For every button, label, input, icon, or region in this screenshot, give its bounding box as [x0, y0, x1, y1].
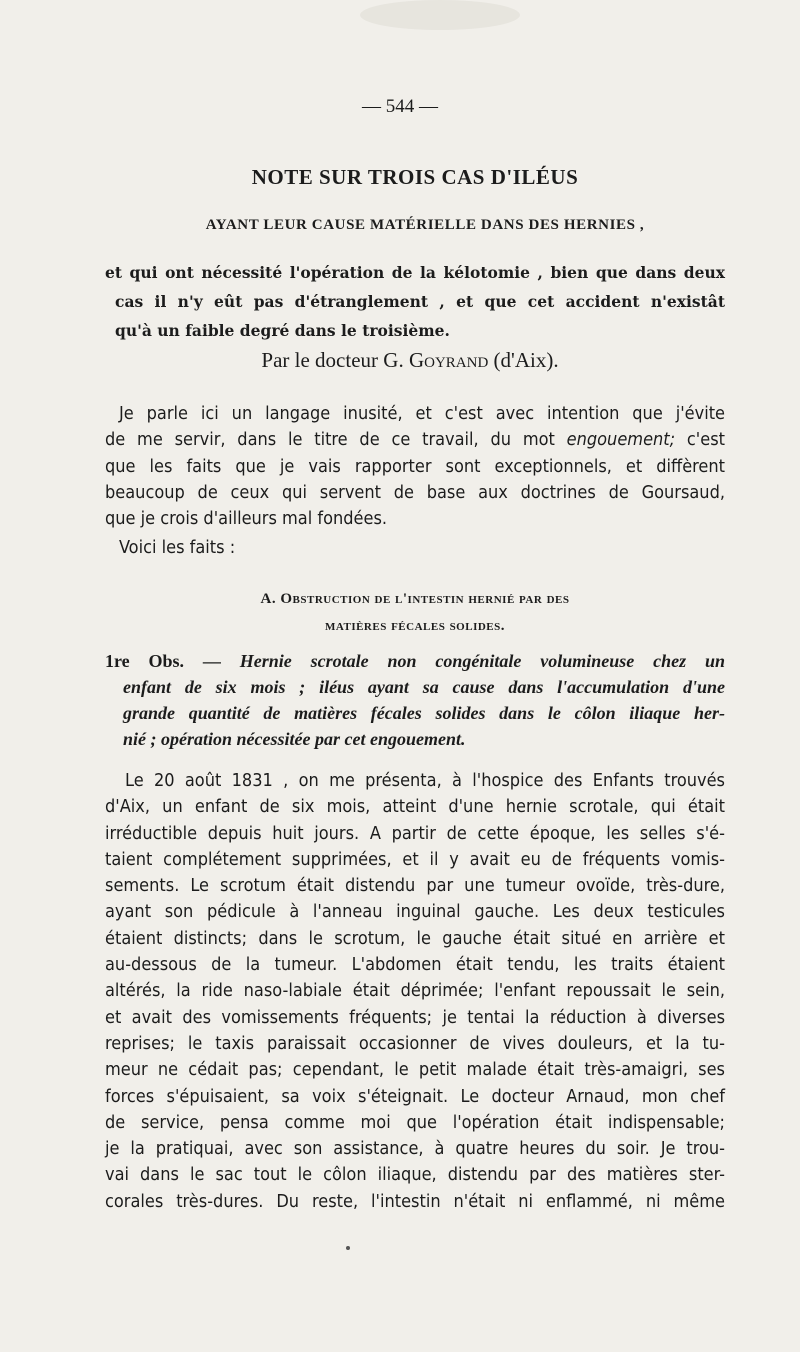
paragraph-line: d'Aix, un enfant de six mois, atteint d'une hernie scrotale, qui était [105, 796, 725, 818]
observation-line: nié ; opération nécessitée par cet engouement. [123, 729, 466, 749]
paragraph-line: vai dans le sac tout le côlon iliaque, distendu par des matières ster- [105, 1164, 725, 1186]
paragraph-line: corales très-dures. Du reste, l'intestin n'était ni enflammé, ni même [105, 1190, 725, 1212]
section-heading-text: Obstruction de l'intestin hernié par des [280, 591, 570, 607]
section-heading-line [0, 586, 800, 613]
paragraph-line: Le 20 août 1831 , on me présenta, à l'hospice des Enfants trouvés [125, 770, 725, 791]
paragraph-line: et avait des vomissements fréquents; je tentai la réduction à diverses [105, 1006, 725, 1028]
paragraph-text: c'est [675, 429, 725, 451]
observation-label: 1re Obs. — [105, 651, 240, 671]
author-name: Goyrand [408, 348, 489, 372]
observation-text: Hernie scrotale non congénitale volumineuse chez un [239, 651, 726, 671]
paragraph-1 [105, 401, 725, 532]
intro-line: qu'à un faible degré dans le troisième. [115, 321, 450, 340]
paragraph-line: forces s'épuisaient, sa voix s'éteignait. Le docteur Arnaud, mon chef [105, 1085, 725, 1107]
paragraph-line: altérés, la ride naso-labiale était déprimée; l'enfant repoussait le sein, [105, 980, 725, 1002]
section-heading-a [0, 586, 800, 640]
paragraph-line: beaucoup de ceux qui servent de base aux doctrines de Goursaud, [105, 481, 725, 503]
italic-word: engouement; [566, 429, 676, 451]
author-prefix: Par le docteur G. [261, 348, 409, 372]
paragraph-line: Je parle ici un langage inusité, et c'est avec intention que j'évite [119, 403, 725, 424]
observation-line: grande quantité de matières fécales solides dans le côlon iliaque her- [123, 703, 725, 723]
paragraph-2 [105, 535, 725, 561]
paper-stain [360, 0, 520, 30]
intro-line: et qui ont nécessité l'opération de la kélotomie , bien que dans deux [105, 263, 725, 282]
article-subtitle: AYANT LEUR CAUSE MATÉRIELLE DANS DES HERNIES , [205, 217, 645, 233]
author-line [0, 348, 800, 373]
paragraph-line: Voici les faits : [119, 537, 236, 558]
paragraph-line: que les faits que je vais rapporter sont exceptionnels, et diffèrent [105, 455, 725, 477]
section-letter: A. [260, 591, 281, 607]
observation-line [105, 648, 725, 674]
paragraph-line: étaient distincts; dans le scrotum, le gauche était situé en arrière et [105, 927, 725, 949]
ink-dot [346, 1246, 350, 1250]
page-number: — 544 — [362, 96, 438, 117]
intro-line: cas il n'y eût pas d'étranglement , et que cet accident n'existât [115, 292, 725, 311]
paragraph-line: sements. Le scrotum était distendu par une tumeur ovoïde, très-dure, [105, 875, 725, 897]
paragraph-line: de service, pensa comme moi que l'opération était indispensable; [105, 1111, 725, 1133]
observation-line: enfant de six mois ; iléus ayant sa cause dans l'accumulation d'une [123, 677, 725, 697]
paragraph-line: que je crois d'ailleurs mal fondées. [105, 508, 388, 530]
paragraph-line: meur ne cédait pas; cependant, le petit malade était très-amaigri, ses [105, 1059, 725, 1081]
section-heading-line: matières fécales solides. [324, 618, 506, 634]
author-suffix: (d'Aix). [488, 348, 559, 372]
paragraph-text: de me servir, dans le titre de ce travail, du mot [105, 429, 567, 451]
paragraph-line: irréductible depuis huit jours. A partir de cette époque, les selles s'é- [105, 822, 725, 844]
paragraph-line: je la pratiquai, avec son assistance, à quatre heures du soir. Je trou- [105, 1138, 725, 1160]
paragraph-line: taient complétement supprimées, et il y avait eu de fréquents vomis- [105, 848, 725, 870]
observation-summary [105, 648, 725, 752]
paragraph-3 [105, 768, 725, 1215]
paragraph-line: ayant son pédicule à l'anneau inguinal gauche. Les deux testicules [105, 901, 725, 923]
article-title: NOTE SUR TROIS CAS D'ILÉUS [251, 165, 579, 189]
paragraph-line [105, 427, 725, 453]
paragraph-line: reprises; le taxis paraissait occasionner de vives douleurs, et la tu- [105, 1032, 725, 1054]
paragraph-line: au-dessous de la tumeur. L'abdomen était tendu, les traits étaient [105, 954, 725, 976]
intro-summary [105, 258, 725, 345]
